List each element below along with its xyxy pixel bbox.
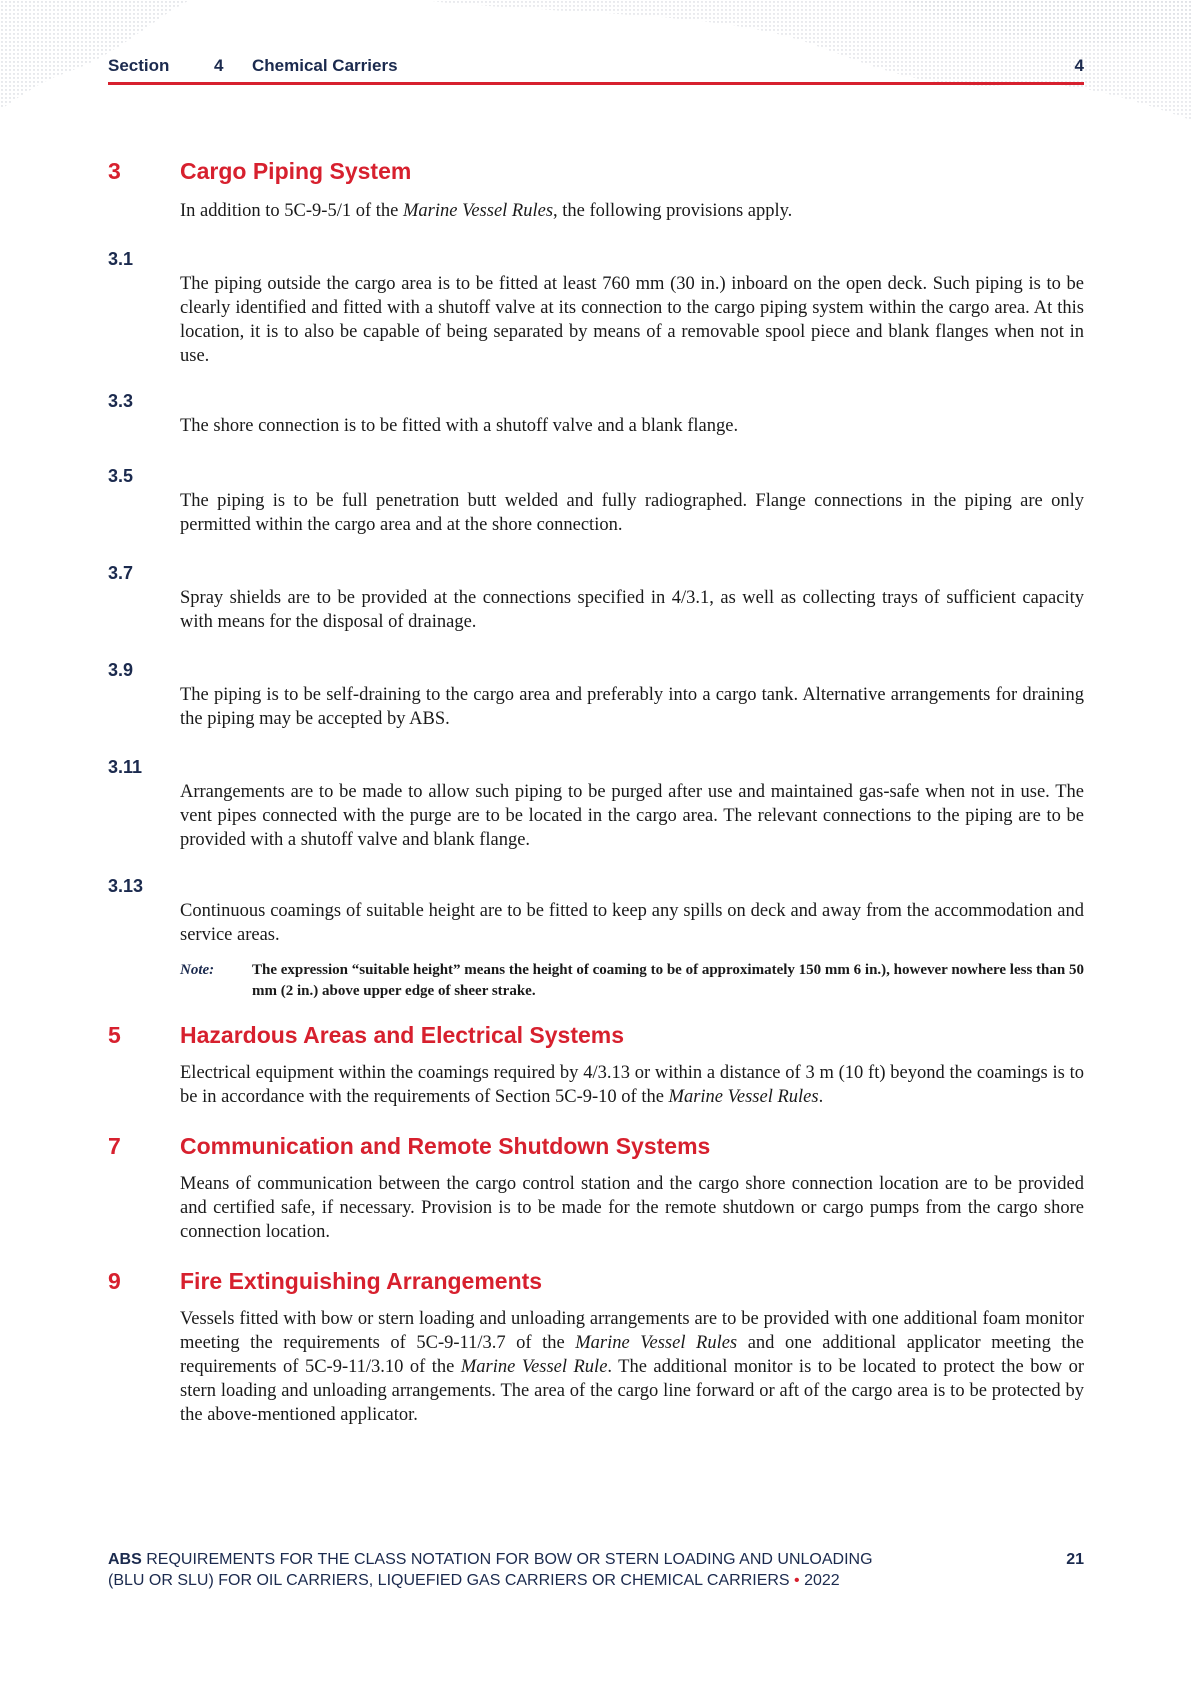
- text-run: . The additional monitor is to be located to protect the bow or stern loading and unloading arrangements. The area of the cargo line forward or aft of the cargo area is to be protected by the above-mentioned applicator.: [180, 1357, 1084, 1425]
- heading-number: 3: [108, 158, 121, 184]
- subsection-number-3-9: 3.9: [108, 660, 134, 680]
- note-label: Note:: [180, 962, 215, 978]
- header-section-number: 4: [214, 56, 224, 75]
- text-run: and one additional applicator meeting the requirements of 5C-9-11/3.10 of the: [180, 1333, 1084, 1377]
- text-run: , the following provisions apply.: [553, 201, 793, 221]
- footer-line-2: [108, 1570, 1084, 1591]
- text-run: In addition to 5C-9-5/1 of the: [180, 201, 403, 221]
- note-block: [180, 960, 1084, 1002]
- paragraph-3-3: The shore connection is to be fitted with a shutoff valve and a blank flange.: [180, 416, 739, 436]
- text-run: .: [818, 1087, 824, 1107]
- footer-line-1: [108, 1549, 1084, 1570]
- running-footer: [108, 1549, 1084, 1591]
- header-rule: [108, 82, 1084, 85]
- subsection-number-3-3: 3.3: [108, 391, 134, 411]
- heading-number: 9: [108, 1268, 121, 1294]
- subsection-number-3-7: 3.7: [108, 563, 134, 583]
- italic-reference: Marine Vessel Rules: [575, 1333, 738, 1353]
- note-text: The expression “suitable height” means the height of coaming to be of approximately 150 mm 6 in.), however nowhere less than 50 mm (2 in.) above upper edge of sheer strake.: [252, 962, 1084, 999]
- paragraph-5: [180, 1061, 1084, 1109]
- paragraph-3-1: The piping outside the cargo area is to be fitted at least 760 mm (30 in.) inboard on the open deck. Such piping is to be clearly identified and fitted with a shutoff valve at its connection to the cargo piping system within the cargo area. At this location, it is to also be capable of being separated by means of a removable spool piece and blank flanges when not in use.: [180, 274, 1084, 366]
- paragraph-intro: [180, 199, 1084, 223]
- subsection-number-3-11: 3.11: [108, 757, 143, 777]
- header-section-title: Chemical Carriers: [252, 56, 398, 75]
- footer-title-line-1: REQUIREMENTS FOR THE CLASS NOTATION FOR BOW OR STERN LOADING AND UNLOADING: [141, 1551, 873, 1568]
- paragraph-3-9: The piping is to be self-draining to the cargo area and preferably into a cargo tank. Alternative arrangements for draining the piping may be accepted by ABS.: [180, 685, 1084, 729]
- text-run: Vessels fitted with bow or stern loading and unloading arrangements are to be provided with one additional foam monitor meeting the requirements of 5C-9-11/3.7 of the: [180, 1309, 1084, 1353]
- running-header: [108, 52, 1084, 80]
- italic-reference: Marine Vessel Rules: [668, 1087, 819, 1107]
- paragraph-3-5: The piping is to be full penetration butt welded and fully radiographed. Flange connections in the piping are only permitted within the cargo area and at the shore connection.: [180, 491, 1084, 535]
- heading-title: Hazardous Areas and Electrical Systems: [180, 1022, 625, 1048]
- heading-number: 7: [108, 1133, 121, 1159]
- header-page-ref: 4: [1074, 56, 1084, 75]
- footer-brand: ABS: [108, 1551, 142, 1568]
- heading-number: 5: [108, 1022, 121, 1048]
- italic-reference: Marine Vessel Rules: [403, 201, 554, 221]
- heading-title: Cargo Piping System: [180, 158, 412, 184]
- decorative-wave-pattern: [0, 0, 1191, 170]
- text-run: Electrical equipment within the coamings required by 4/3.13 or within a distance of 3 m (10 ft) beyond the coamings is to be in accordance with the requirements of Section 5C-9-10 of the: [180, 1063, 1084, 1107]
- paragraph-9: [180, 1307, 1084, 1427]
- footer-separator: •: [789, 1572, 805, 1589]
- footer-page-number: 21: [1066, 1551, 1084, 1568]
- italic-reference: Marine Vessel Rule: [460, 1357, 608, 1377]
- footer-year: 2022: [804, 1572, 840, 1589]
- header-section-label: Section: [108, 56, 170, 75]
- heading-title: Communication and Remote Shutdown Systems: [180, 1133, 711, 1159]
- subsection-number-3-1: 3.1: [108, 249, 134, 269]
- subsection-number-3-5: 3.5: [108, 466, 134, 486]
- heading-title: Fire Extinguishing Arrangements: [180, 1268, 543, 1294]
- paragraph-3-13: Continuous coamings of suitable height are to be fitted to keep any spills on deck and away from the accommodation and service areas.: [180, 901, 1084, 945]
- subsection-number-3-13: 3.13: [108, 876, 144, 896]
- paragraph-3-7: Spray shields are to be provided at the connections specified in 4/3.1, as well as collecting trays of sufficient capacity with means for the disposal of drainage.: [180, 588, 1084, 632]
- paragraph-7: Means of communication between the cargo control station and the cargo shore connection location are to be provided and certified safe, if necessary. Provision is to be made for the remote shutdown or cargo pumps from the cargo shore connection location.: [180, 1174, 1084, 1242]
- footer-title-line-2: (BLU OR SLU) FOR OIL CARRIERS, LIQUEFIED GAS CARRIERS OR CHEMICAL CARRIERS: [108, 1572, 790, 1589]
- paragraph-3-11: Arrangements are to be made to allow such piping to be purged after use and maintained gas-safe when not in use. The vent pipes connected with the purge are to be located in the cargo area. The relevant connections to the piping are to be provided with a shutoff valve and blank flange.: [180, 782, 1084, 850]
